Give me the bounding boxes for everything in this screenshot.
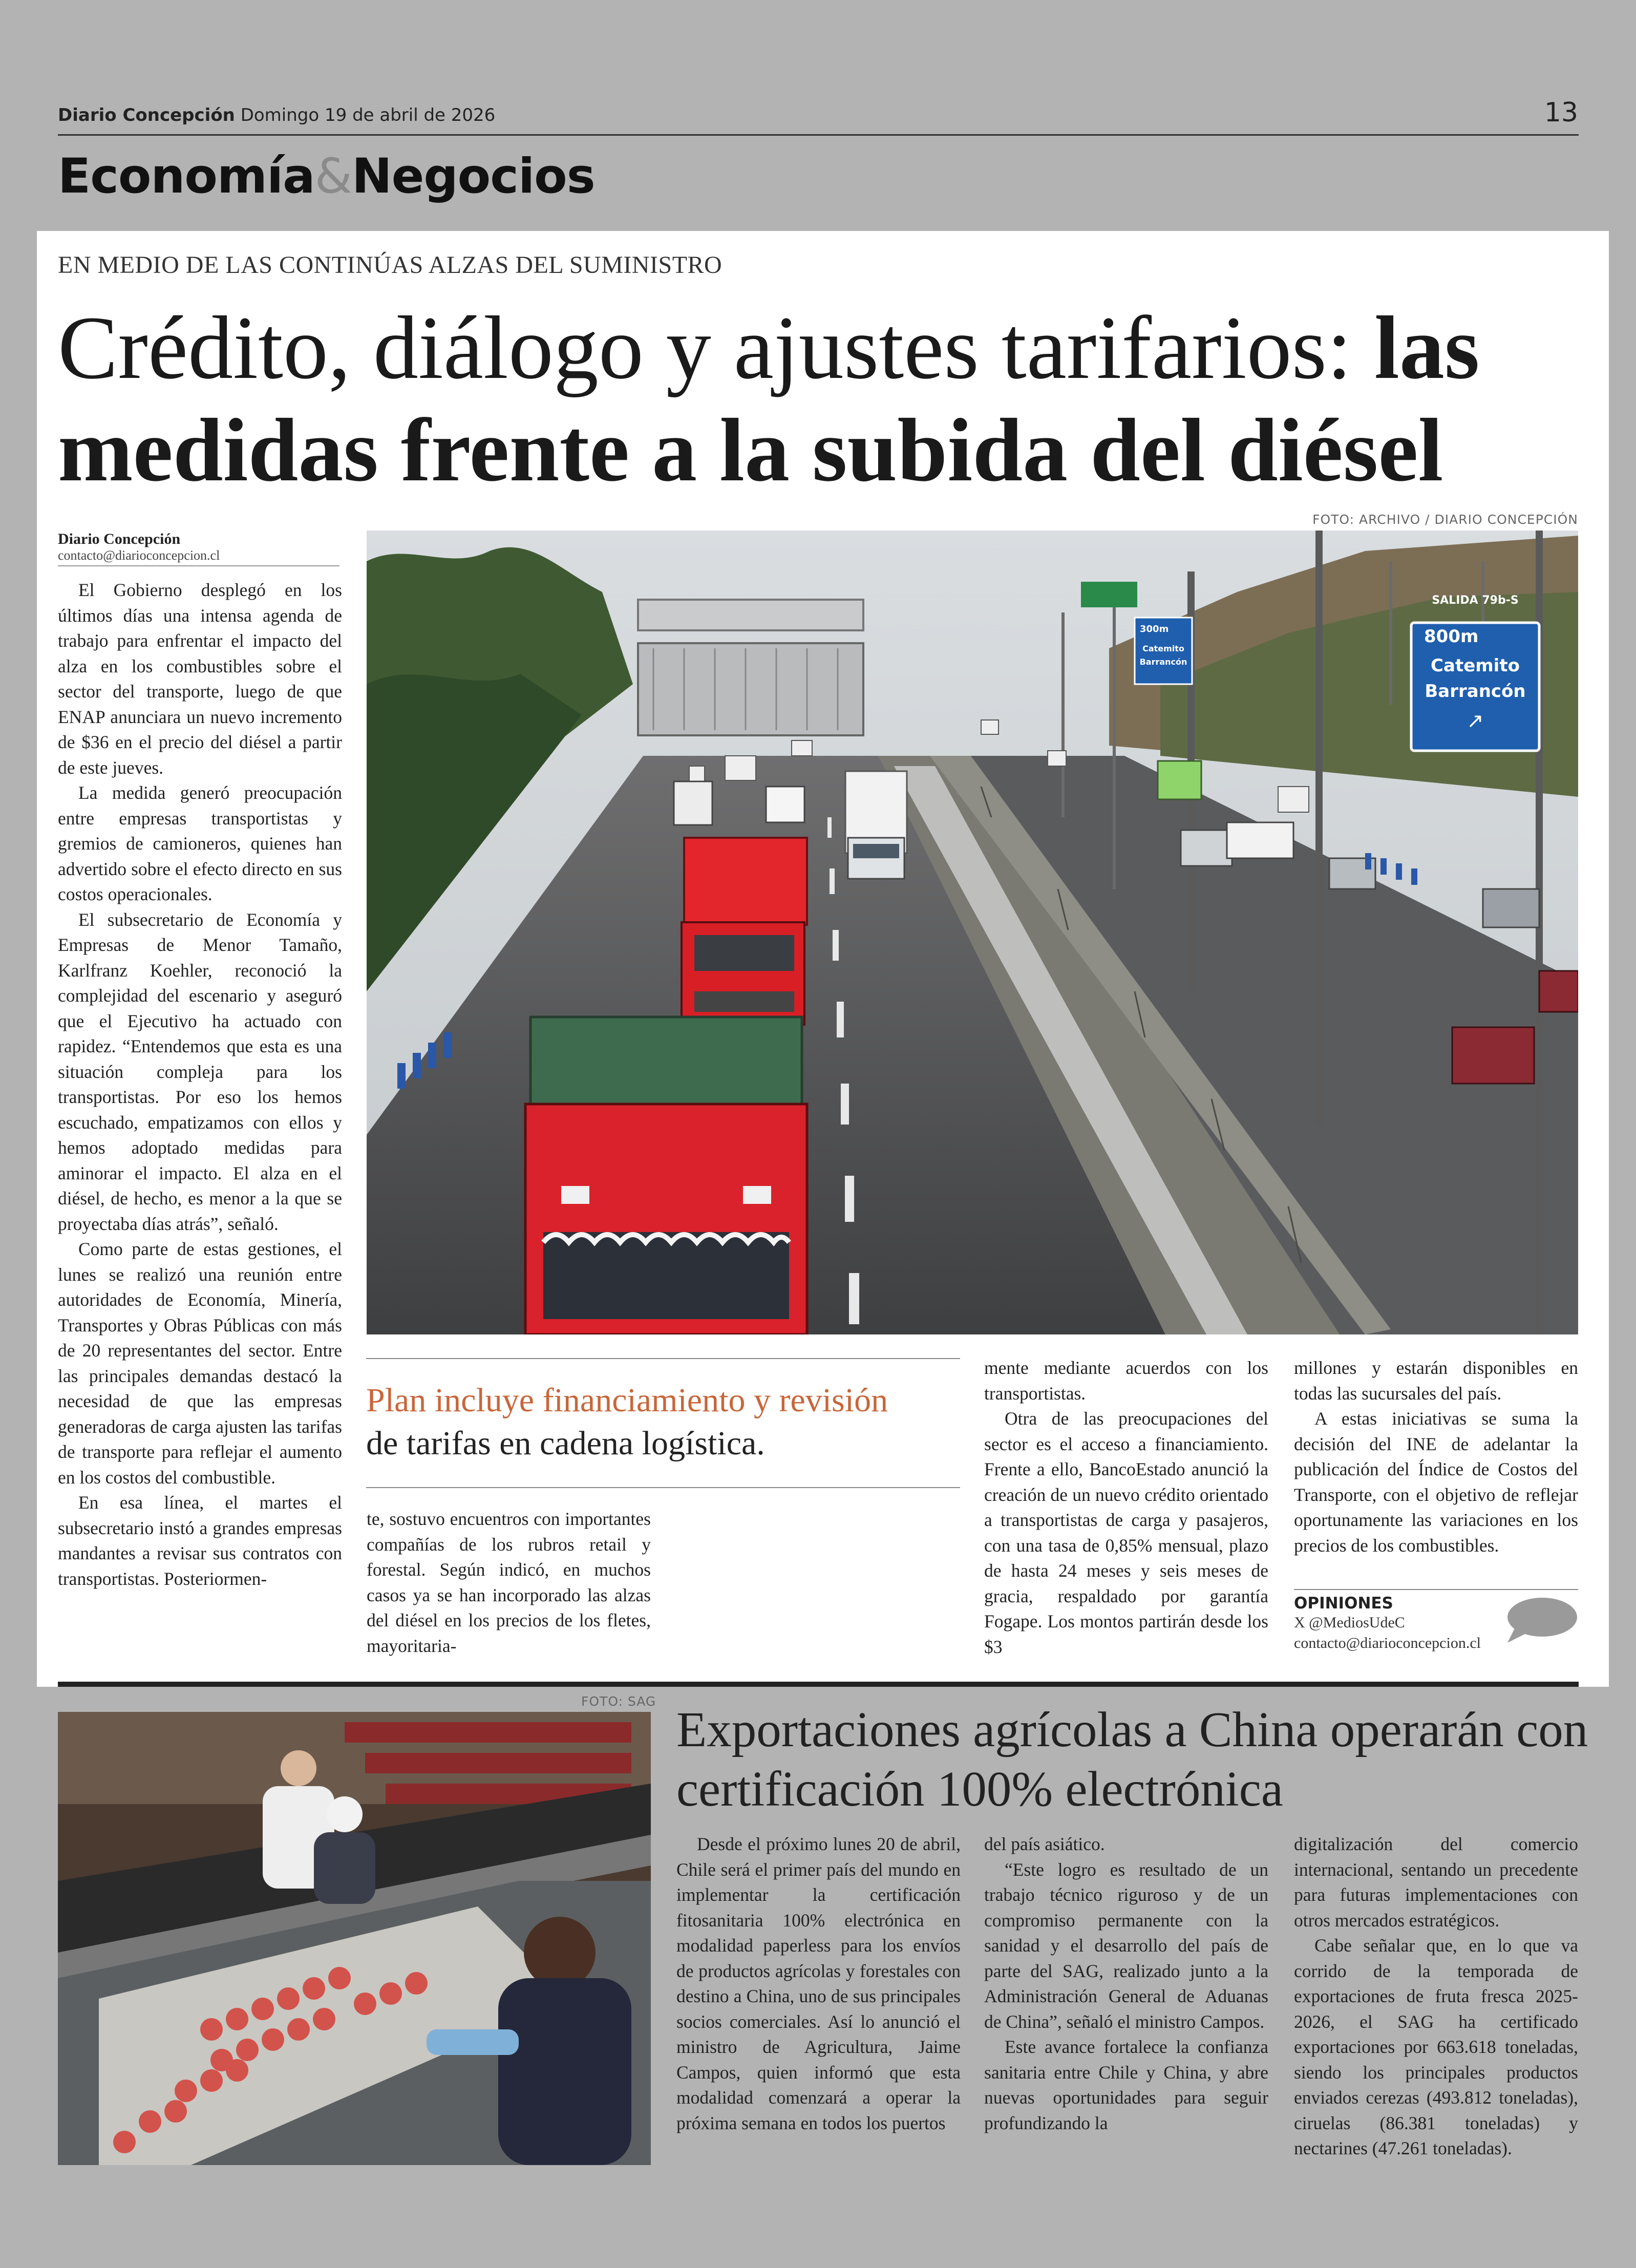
- fruit-packing-photo: [58, 1712, 651, 2165]
- red-truck-middle: [682, 838, 807, 1025]
- highway-sign-small: [1135, 618, 1192, 684]
- article2-column-1: Desde el próximo lunes 20 de abril, Chile será el primer país del mundo en implementar la certificación fitosanitaria 100% electrónica en modalidad paperless para los envíos de productos agrícolas y forestales con destino a China, uno de sus principales socios comerciales. Así lo anunció el ministro de Agricultura, Jaime Campos, quien informó que esta modalidad comenzará a operar la próxima semana en todos los puertos: [676, 1834, 961, 2133]
- section-divider: [58, 1682, 1579, 1687]
- svg-text:800m: 800m: [1424, 626, 1479, 647]
- article-column-2: te, sostuvo encuentros con importantes compañías de los rubros retail y forestal. Según indicó, en muchos casos ya se han incorporado las alzas del diésel en los precios de los fletes, mayoritaria-: [367, 1509, 651, 1656]
- svg-text:SALIDA 79b-S: SALIDA 79b-S: [1432, 594, 1519, 607]
- speech-bubble-icon: [1505, 1597, 1577, 1644]
- page-header: [58, 105, 495, 125]
- opinions-title: OPINIONES: [1294, 1594, 1393, 1613]
- photo-credit-2: FOTO: SAG: [581, 1694, 656, 1709]
- issue-date: Domingo 19 de abril de 2026: [240, 105, 496, 125]
- svg-text:300m: 300m: [1140, 624, 1169, 634]
- article-kicker: EN MEDIO DE LAS CONTINÚAS ALZAS DEL SUMINISTRO: [58, 251, 723, 279]
- header-rule: [58, 134, 1579, 136]
- svg-text:Barrancón: Barrancón: [1139, 657, 1187, 667]
- article2-column-2: del país asiático. “Este logro es resultado de un trabajo técnico riguroso y de un compromiso permanente con la sanidad y el desarrollo del país de parte del SAG, realizado junto a la Administración General de Aduanas de China”, señaló el ministro Campos. Este avance fortalece la confianza sanitaria entre Chile y China, y abre nuevas oportunidades para seguir profundizando la: [984, 1834, 1268, 2133]
- pull-quote: [366, 1358, 960, 1488]
- article-headline: Crédito, diálogo y ajustes tarifarios: las medidas frente a la subida del diésel: [58, 298, 1480, 500]
- byline: [58, 531, 339, 566]
- svg-text:Catemito: Catemito: [1431, 655, 1520, 676]
- svg-text:↗: ↗: [1467, 709, 1484, 733]
- byline-name: Diario Concepción: [58, 531, 181, 547]
- pull-quote-line-2: de tarifas en cadena logística.: [366, 1425, 765, 1462]
- opinions-x-handle[interactable]: X @MediosUdeC: [1294, 1614, 1405, 1631]
- opinions-rule: [1294, 1589, 1578, 1590]
- article-column-4: millones y estarán disponibles en todas las sucursales del país. A estas iniciativas se suma la decisión del INE de adelantar la publicación del Índice de Costos del Transporte, con el objetivo de reflejar oportunamente las variaciones en los precios de los combustibles.: [1294, 1358, 1578, 1556]
- highway-photo: [367, 531, 1578, 1334]
- article2-headline: Exportaciones agrícolas a China operarán con certificación 100% electrónica: [676, 1702, 1588, 1816]
- article-column-3: mente mediante acuerdos con los transportistas. Otra de las preocupaciones del sector es el acceso a financiamiento. Frente a ello, BancoEstado anunció la creación de un nuevo crédito orientado a transportistas de carga y pasajeros, con una tasa de 0,85% mensual, plazo de hasta 24 meses y seis meses de gracia, respaldado por garantía Fogape. Los montos partirán desde los $3: [984, 1358, 1268, 1657]
- red-truck-front: [525, 1017, 807, 1334]
- article-column-1: El Gobierno desplegó en los últimos días una intensa agenda de trabajo para enfrentar el impacto del alza en los combustibles sobre el sector del transporte, luego de que ENAP anunciara un nuevo incremento de $36 en el precio del diésel a partir de este jueves. La medida generó preocupación entre empresas transportistas y gremios de camioneros, quienes han advertido sobre el efecto directo en sus costos operacionales. El subsecretario de Economía y Empresas de Menor Tamaño, Karlfranz Koehler, reconoció la complejidad del escenario y aseguró que el Ejecutivo ha actuado con rapidez. “Entendemos que esta es una situación compleja para los transportistas. Por eso los hemos escuchado, empatizamos con ellos y hemos adoptado medidas para aminorar el impacto. El alza en el diésel, de hecho, es menor a la que se proyectaba días atrás”, señaló. Como parte de estas gestiones, el lunes se realizó una reunión entre autoridades de Economía, Minería, Transportes y Obras Públicas con más de 20 representantes del sector. Entre las principales demandas destacó la necesidad de que las empresas generadoras de carga ajusten las tarifas de transporte para reflejar el aumento en los costos del combustible. En esa línea, el martes el subsecretario instó a grandes empresas mandantes a revisar sus contratos con transportistas. Posteriormen-: [58, 580, 342, 1589]
- page-number: 13: [1544, 97, 1578, 128]
- white-truck: [845, 771, 907, 879]
- section-title: Economía&Negocios: [58, 149, 595, 204]
- byline-email[interactable]: contacto@diarioconcepcion.cl: [58, 548, 220, 563]
- svg-text:Catemito: Catemito: [1142, 644, 1184, 653]
- svg-text:Barrancón: Barrancón: [1425, 681, 1526, 702]
- photo-credit: FOTO: ARCHIVO / DIARIO CONCEPCIÓN: [1312, 512, 1578, 527]
- pull-quote-line-1: Plan incluye financiamiento y revisión: [366, 1382, 888, 1419]
- paper-name: Diario Concepción: [58, 105, 235, 125]
- article2-column-3: digitalización del comercio internacional, sentando un precedente para futuras implementaciones con otros mercados estratégicos. Cabe señalar que, en lo que va corrido de la temporada de exportaciones de fruta fresca 2025-2026, el SAG ha certificado exportaciones por 663.618 toneladas, siendo los principales productos enviados cerezas (493.812 toneladas), ciruelas (86.381 toneladas) y nectarines (47.261 toneladas).: [1294, 1834, 1578, 2158]
- opinions-email[interactable]: contacto@diarioconcepcion.cl: [1294, 1635, 1481, 1651]
